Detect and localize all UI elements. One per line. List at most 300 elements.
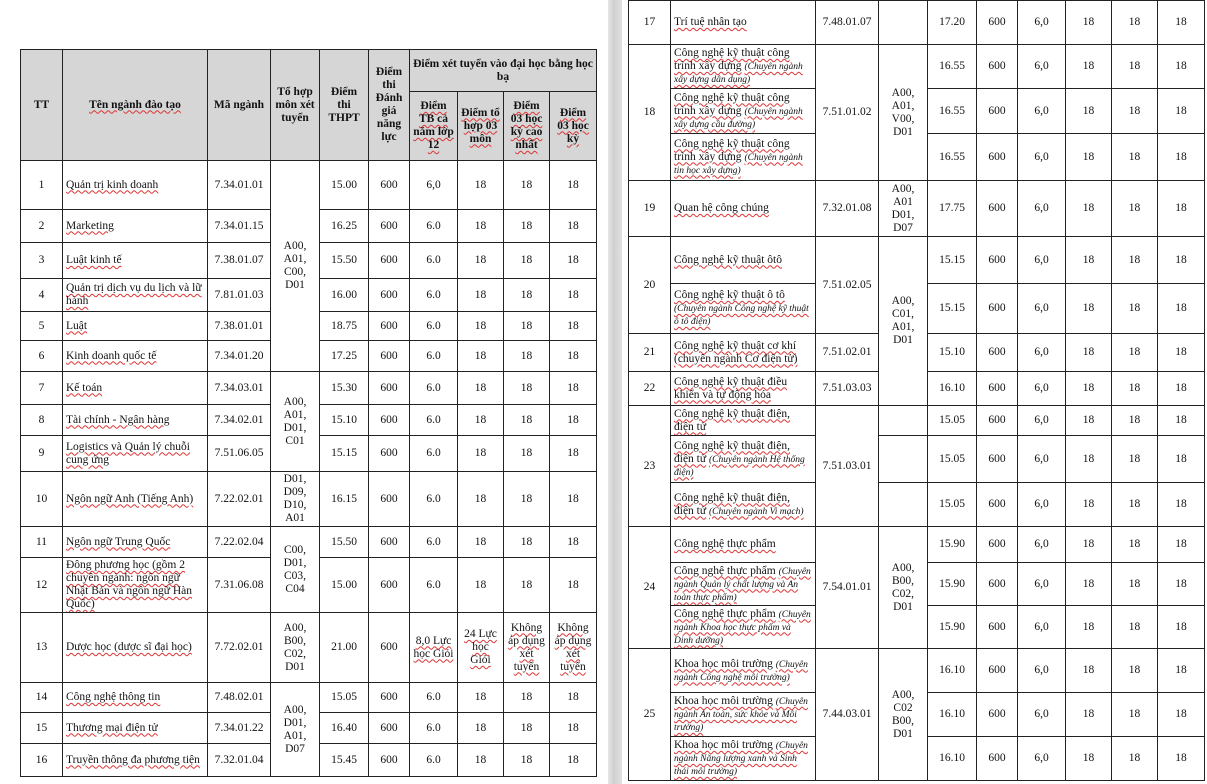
row-ky3: 18: [550, 558, 597, 613]
row-ky3: 18: [1158, 284, 1205, 334]
row-tt: 4: [21, 279, 63, 312]
row-dgnl: 600: [977, 237, 1018, 284]
row-tb12: 6,0: [410, 161, 458, 210]
row-major-name: Thương mại điện tử: [63, 713, 208, 744]
row-thpt: 17.75: [928, 181, 977, 237]
row-ky3: 18: [550, 744, 597, 777]
row-major-name: Đông phương học (gồm 2 chuyên ngành: ngôn ngữ Nhật Bản và ngôn ngữ Hàn Quốc): [63, 558, 208, 613]
row-ky3cao: 18: [1112, 237, 1158, 284]
table-row: [21, 161, 597, 210]
row-dgnl: 600: [977, 284, 1018, 334]
row-ky3cao: 18: [1112, 89, 1158, 134]
row-major-code: 7.34.01.01: [208, 161, 271, 210]
row-major-name: [671, 606, 816, 649]
row-ky3cao: 18: [504, 683, 550, 713]
row-dgnl: 600: [369, 744, 410, 777]
row-thpt: 15.15: [928, 237, 977, 284]
table-row: [629, 45, 1205, 89]
row-dgnl: 600: [369, 472, 410, 527]
header-ky3cao: Điểm 03 học kỳ cao nhất: [504, 92, 550, 161]
row-ky3cao: 18: [1112, 483, 1158, 527]
row-ky3cao: 18: [504, 713, 550, 744]
row-major-code: 7.22.02.01: [208, 472, 271, 527]
row-combo: A00, C02 B00, D01: [879, 649, 928, 781]
row-tohop3: 18: [1066, 372, 1112, 406]
row-ky3cao: 18: [1112, 406, 1158, 436]
row-tb12: 6.0: [410, 527, 458, 558]
row-major-name: [671, 134, 816, 181]
row-major-name: Logistics và Quản lý chuỗi cung ứng: [63, 436, 208, 472]
row-tohop3: 18: [458, 372, 504, 405]
row-tohop3: 18: [1066, 406, 1112, 436]
row-combo: A00, B00, C02, D01: [271, 613, 320, 683]
row-major-name: [671, 483, 816, 527]
row-major-name: Kinh doanh quốc tế: [63, 341, 208, 372]
row-tt: 8: [21, 405, 63, 436]
major-specialization-note: (Chuyên ngành xây dựng dân dụng): [674, 62, 803, 85]
row-thpt: 16.10: [928, 693, 977, 737]
row-dgnl: 600: [369, 683, 410, 713]
row-thpt: 18.75: [320, 312, 369, 341]
row-ky3: 18: [550, 472, 597, 527]
row-tt: 20: [629, 237, 671, 334]
row-dgnl: 600: [977, 527, 1018, 563]
row-thpt: 16.15: [320, 472, 369, 527]
admission-table-right: [628, 0, 1205, 781]
row-thpt: 16.00: [320, 279, 369, 312]
row-tb12: 6,0: [1018, 737, 1066, 781]
row-dgnl: 600: [977, 649, 1018, 693]
row-tt: 23: [629, 406, 671, 527]
row-dgnl: 600: [369, 527, 410, 558]
row-combo: [879, 436, 928, 483]
row-tohop3: 18: [1066, 45, 1112, 89]
header-thpt: Điểm thi THPT: [320, 50, 369, 161]
row-thpt: 15.90: [928, 563, 977, 606]
row-tohop3: 18: [1066, 606, 1112, 649]
major-name-text: Công nghệ kỹ thuật công trình xây dựng: [674, 91, 790, 117]
row-dgnl: 600: [977, 483, 1018, 527]
row-tb12: 6,0: [1018, 406, 1066, 436]
header-name: Tên ngành đào tạo: [63, 50, 208, 161]
row-tb12: 6.0: [410, 683, 458, 713]
row-tohop3: 18: [458, 713, 504, 744]
row-major-name: Dược học (dược sĩ đại học): [63, 613, 208, 683]
row-tohop3: 18: [1066, 334, 1112, 372]
row-thpt: 17.20: [928, 1, 977, 45]
row-tb12: 6,0: [1018, 527, 1066, 563]
row-tohop3: 18: [458, 405, 504, 436]
table-row: [629, 527, 1205, 563]
row-tohop3: 18: [1066, 649, 1112, 693]
row-dgnl: 600: [369, 279, 410, 312]
row-ky3: 18: [1158, 606, 1205, 649]
row-tohop3: 18: [1066, 237, 1112, 284]
header-code: Mã ngành: [208, 50, 271, 161]
table-row: [629, 1, 1205, 45]
row-major-code: 7.34.03.01: [208, 372, 271, 405]
row-ky3: 18: [1158, 649, 1205, 693]
row-tb12: 6,0: [1018, 45, 1066, 89]
row-ky3cao: 18: [504, 527, 550, 558]
row-tt: 10: [21, 472, 63, 527]
row-ky3: 18: [1158, 134, 1205, 181]
row-major-name: [671, 649, 816, 693]
row-tt: 11: [21, 527, 63, 558]
row-major-code: 7.38.01.07: [208, 243, 271, 279]
row-tohop3: 18: [1066, 89, 1112, 134]
row-ky3: 18: [1158, 1, 1205, 45]
major-name-text: Công nghệ thực phẩm: [674, 564, 776, 577]
row-dgnl: 600: [369, 436, 410, 472]
row-tohop3: 18: [1066, 483, 1112, 527]
row-tb12: 6,0: [1018, 334, 1066, 372]
row-thpt: 15.30: [320, 372, 369, 405]
row-tb12: 6.0: [410, 558, 458, 613]
row-tohop3: 18: [458, 341, 504, 372]
row-thpt: 16.55: [928, 89, 977, 134]
major-specialization-note: (Chuyên ngành Quản lý chất lượng và An toàn thực phẩm): [674, 566, 811, 603]
row-ky3: 18: [550, 405, 597, 436]
major-name-text: Công nghệ kỹ thuật điều khiển và tự động hóa: [674, 375, 788, 401]
row-thpt: 15.45: [320, 744, 369, 777]
header-ky3: Điểm 03 học kỳ: [550, 92, 597, 161]
row-major-name: Quản trị kinh doanh: [63, 161, 208, 210]
row-dgnl: 600: [369, 405, 410, 436]
row-ky3: 18: [1158, 334, 1205, 372]
row-major-name: [671, 372, 816, 406]
row-major-code: 7.34.02.01: [208, 405, 271, 436]
row-tt: 13: [21, 613, 63, 683]
row-tt: 2: [21, 210, 63, 243]
row-tohop3: 18: [458, 558, 504, 613]
row-thpt: 15.00: [320, 161, 369, 210]
row-tb12: 6,0: [1018, 649, 1066, 693]
row-ky3cao: 18: [1112, 737, 1158, 781]
table-row: [629, 483, 1205, 527]
row-tt: 9: [21, 436, 63, 472]
row-tohop3: 18: [458, 744, 504, 777]
row-tb12: 8,0 Lực học Giỏi: [410, 613, 458, 683]
row-thpt: 15.00: [320, 558, 369, 613]
row-thpt: 16.40: [320, 713, 369, 744]
row-tohop3: 18: [1066, 693, 1112, 737]
row-ky3: 18: [1158, 563, 1205, 606]
major-specialization-note: (Chuyên ngành Công nghệ kỹ thuật ô tô điện): [674, 304, 809, 327]
row-dgnl: 600: [977, 181, 1018, 237]
major-specialization-note: (Chuyên ngành Công nghệ môi trường): [674, 659, 808, 683]
row-thpt: 15.90: [928, 527, 977, 563]
row-ky3cao: 18: [504, 472, 550, 527]
row-ky3: 18: [1158, 737, 1205, 781]
row-thpt: 16.55: [928, 134, 977, 181]
row-combo: A00, A01, D01, C01: [271, 372, 320, 472]
row-tohop3: 18: [458, 312, 504, 341]
row-combo: A00, A01, V00, D01: [879, 45, 928, 181]
row-combo: [879, 1, 928, 45]
row-tt: 17: [629, 1, 671, 45]
row-tb12: 6.0: [410, 436, 458, 472]
row-tt: 25: [629, 649, 671, 781]
row-ky3: 18: [1158, 693, 1205, 737]
major-specialization-note: (Chuyên ngành tin học xây dựng): [674, 152, 803, 176]
row-dgnl: 600: [369, 341, 410, 372]
table-row: [21, 683, 597, 713]
row-ky3cao: 18: [504, 558, 550, 613]
admission-table-left: [20, 49, 597, 777]
row-ky3: 18: [550, 527, 597, 558]
row-tb12: 6.0: [410, 744, 458, 777]
major-name-text: Công nghệ kỹ thuật điện, điện tử: [674, 407, 790, 433]
row-major-code: 7.51.06.05: [208, 436, 271, 472]
row-ky3cao: 18: [504, 243, 550, 279]
row-dgnl: 600: [977, 693, 1018, 737]
row-tb12: 6.0: [410, 210, 458, 243]
row-tb12: 6.0: [410, 341, 458, 372]
row-tt: 15: [21, 713, 63, 744]
page-gap: [608, 0, 622, 784]
row-major-code: 7.34.01.22: [208, 713, 271, 744]
row-dgnl: 600: [369, 713, 410, 744]
row-ky3cao: 18: [1112, 45, 1158, 89]
row-tb12: 6,0: [1018, 89, 1066, 134]
row-major-name: Ngôn ngữ Trung Quốc: [63, 527, 208, 558]
row-tt: 3: [21, 243, 63, 279]
row-thpt: 15.10: [320, 405, 369, 436]
row-ky3: 18: [550, 210, 597, 243]
row-major-name: Tài chính - Ngân hàng: [63, 405, 208, 436]
row-ky3: 18: [1158, 372, 1205, 406]
row-ky3cao: 18: [1112, 372, 1158, 406]
table-row: [21, 527, 597, 558]
row-dgnl: 600: [977, 134, 1018, 181]
row-dgnl: 600: [369, 613, 410, 683]
row-ky3cao: 18: [504, 436, 550, 472]
row-major-code: 7.51.01.02: [816, 45, 879, 181]
row-tt: 7: [21, 372, 63, 405]
major-name-text: Khoa học môi trường: [674, 739, 773, 751]
row-tb12: 6.0: [410, 243, 458, 279]
row-ky3: 18: [550, 713, 597, 744]
row-ky3: 18: [550, 436, 597, 472]
row-dgnl: 600: [977, 436, 1018, 483]
row-tohop3: 18: [1066, 181, 1112, 237]
row-ky3cao: 18: [504, 405, 550, 436]
row-thpt: 15.05: [928, 406, 977, 436]
row-ky3cao: 18: [1112, 284, 1158, 334]
row-tt: 1: [21, 161, 63, 210]
row-ky3: 18: [1158, 527, 1205, 563]
row-dgnl: 600: [369, 161, 410, 210]
row-thpt: 21.00: [320, 613, 369, 683]
major-name-text: Công nghệ kỹ thuật công trình xây dựng: [674, 137, 790, 163]
row-major-code: 7.31.06.08: [208, 558, 271, 613]
row-major-name: Công nghệ thông tin: [63, 683, 208, 713]
row-major-name: Luật kinh tế: [63, 243, 208, 279]
table-row: [629, 181, 1205, 237]
row-major-name: [671, 737, 816, 781]
row-tb12: 6,0: [1018, 237, 1066, 284]
row-ky3cao: 18: [504, 312, 550, 341]
major-name-text: Công nghệ thực phẩm: [674, 607, 776, 620]
row-dgnl: 600: [977, 1, 1018, 45]
row-major-code: 7.51.03.03: [816, 372, 879, 406]
row-tb12: 6.0: [410, 312, 458, 341]
row-combo: A00, B00, C02, D01: [879, 527, 928, 649]
row-ky3cao: 18: [1112, 649, 1158, 693]
row-combo: C00, D01, C03, C04: [271, 527, 320, 613]
row-ky3: 18: [1158, 483, 1205, 527]
row-major-name: [671, 1, 816, 45]
row-major-name: [671, 436, 816, 483]
row-tt: 24: [629, 527, 671, 649]
row-ky3cao: 18: [504, 279, 550, 312]
row-tohop3: 18: [458, 527, 504, 558]
major-name-text: Công nghệ kỹ thuật công trình xây dựng: [674, 47, 790, 72]
row-tohop3: 18: [458, 683, 504, 713]
row-ky3cao: 18: [504, 372, 550, 405]
row-major-code: 7.34.01.20: [208, 341, 271, 372]
major-specialization-note: (Chuyên ngành xây dựng cầu đường): [674, 106, 803, 130]
row-major-code: 7.51.02.01: [816, 334, 879, 372]
row-dgnl: 600: [369, 312, 410, 341]
row-ky3cao: 18: [1112, 334, 1158, 372]
row-ky3cao: 18: [1112, 527, 1158, 563]
row-dgnl: 600: [977, 45, 1018, 89]
table-row: [21, 372, 597, 405]
row-thpt: 15.10: [928, 334, 977, 372]
row-major-name: [671, 563, 816, 606]
row-ky3cao: 18: [1112, 181, 1158, 237]
row-combo: A00, A01, C00, D01: [271, 161, 320, 372]
row-major-code: 7.54.01.01: [816, 527, 879, 649]
row-tohop3: 18: [1066, 563, 1112, 606]
row-tb12: 6,0: [1018, 483, 1066, 527]
row-ky3: 18: [1158, 45, 1205, 89]
row-combo: [879, 406, 928, 436]
row-dgnl: 600: [977, 334, 1018, 372]
row-major-code: 7.48.01.07: [816, 1, 879, 45]
major-name-text: Công nghệ kỹ thuật ô tô: [674, 289, 785, 301]
row-tt: 22: [629, 372, 671, 406]
row-thpt: 15.50: [320, 243, 369, 279]
row-ky3cao: 18: [1112, 134, 1158, 181]
row-combo: D01, D09, D10, A01: [271, 472, 320, 527]
row-tb12: 6.0: [410, 405, 458, 436]
row-tohop3: 18: [458, 279, 504, 312]
header-tb12: Điểm TB cả năm lớp 12: [410, 92, 458, 161]
table-row: [21, 613, 597, 683]
header-tt: TT: [21, 50, 63, 161]
row-major-code: 7.72.02.01: [208, 613, 271, 683]
row-ky3: Không áp dụng xét tuyển: [550, 613, 597, 683]
table-row: [629, 649, 1205, 693]
row-major-name: Ngôn ngữ Anh (Tiếng Anh): [63, 472, 208, 527]
row-ky3cao: 18: [1112, 1, 1158, 45]
row-dgnl: 600: [369, 558, 410, 613]
row-dgnl: 600: [369, 243, 410, 279]
row-major-code: 7.48.02.01: [208, 683, 271, 713]
row-ky3cao: 18: [504, 210, 550, 243]
row-tb12: 6,0: [1018, 284, 1066, 334]
row-thpt: 16.10: [928, 372, 977, 406]
row-tohop3: 18: [458, 243, 504, 279]
header-dgnl: Điểm thi Đánh giá năng lực: [369, 50, 410, 161]
row-ky3: 18: [1158, 181, 1205, 237]
row-ky3: 18: [550, 312, 597, 341]
table-row: [629, 237, 1205, 284]
row-ky3cao: 18: [504, 161, 550, 210]
row-ky3cao: 18: [1112, 606, 1158, 649]
header-tohop3: Điểm tổ hợp 03 môn: [458, 92, 504, 161]
row-thpt: 15.15: [928, 284, 977, 334]
table-row: [629, 406, 1205, 436]
row-major-name: Marketing: [63, 210, 208, 243]
row-thpt: 15.15: [320, 436, 369, 472]
row-combo: A00, A01 D01, D07: [879, 181, 928, 237]
row-major-name: [671, 406, 816, 436]
row-tb12: 6.0: [410, 372, 458, 405]
row-dgnl: 600: [977, 89, 1018, 134]
row-thpt: 15.50: [320, 527, 369, 558]
row-major-name: Truyền thông đa phương tiện: [63, 744, 208, 777]
row-dgnl: 600: [369, 372, 410, 405]
major-name-text: Công nghệ kỹ thuật ôtô: [674, 253, 782, 266]
major-specialization-note: (Chuyên ngành An toàn, sức khỏe và Môi trường): [674, 697, 808, 733]
row-tt: 18: [629, 45, 671, 181]
row-major-code: 7.34.01.15: [208, 210, 271, 243]
row-major-code: 7.51.02.05: [816, 237, 879, 334]
row-thpt: 15.05: [928, 483, 977, 527]
row-major-code: 7.32.01.04: [208, 744, 271, 777]
row-tt: 21: [629, 334, 671, 372]
row-ky3: 18: [550, 161, 597, 210]
row-ky3: 18: [1158, 436, 1205, 483]
row-thpt: 17.25: [320, 341, 369, 372]
row-tohop3: 18: [1066, 134, 1112, 181]
row-major-name: [671, 284, 816, 334]
row-tb12: 6,0: [1018, 181, 1066, 237]
row-thpt: 15.90: [928, 606, 977, 649]
row-major-name: [671, 237, 816, 284]
row-tohop3: 18: [1066, 737, 1112, 781]
row-tohop3: 24 Lực học Giỏi: [458, 613, 504, 683]
major-name-text: Công nghệ kỹ thuật điện, điện tử: [674, 439, 790, 465]
row-major-name: [671, 334, 816, 372]
row-ky3cao: 18: [1112, 436, 1158, 483]
major-name-text: Trí tuệ nhân tạo: [674, 16, 747, 28]
row-dgnl: 600: [977, 372, 1018, 406]
row-tt: 12: [21, 558, 63, 613]
header-combo: Tổ hợp môn xét tuyển: [271, 50, 320, 161]
row-major-name: [671, 181, 816, 237]
row-tohop3: 18: [1066, 1, 1112, 45]
row-tohop3: 18: [458, 210, 504, 243]
major-specialization-note: (Chuyên ngành Vi mạch): [708, 506, 804, 517]
row-combo: [879, 483, 928, 527]
row-ky3: 18: [550, 683, 597, 713]
row-tb12: 6,0: [1018, 693, 1066, 737]
row-major-code: 7.22.02.04: [208, 527, 271, 558]
row-major-name: Kế toán: [63, 372, 208, 405]
row-ky3: 18: [550, 372, 597, 405]
row-tb12: 6,0: [1018, 372, 1066, 406]
row-thpt: 16.10: [928, 649, 977, 693]
row-tb12: 6.0: [410, 279, 458, 312]
row-major-code: 7.44.03.01: [816, 649, 879, 781]
row-tohop3: 18: [1066, 527, 1112, 563]
row-tt: 16: [21, 744, 63, 777]
